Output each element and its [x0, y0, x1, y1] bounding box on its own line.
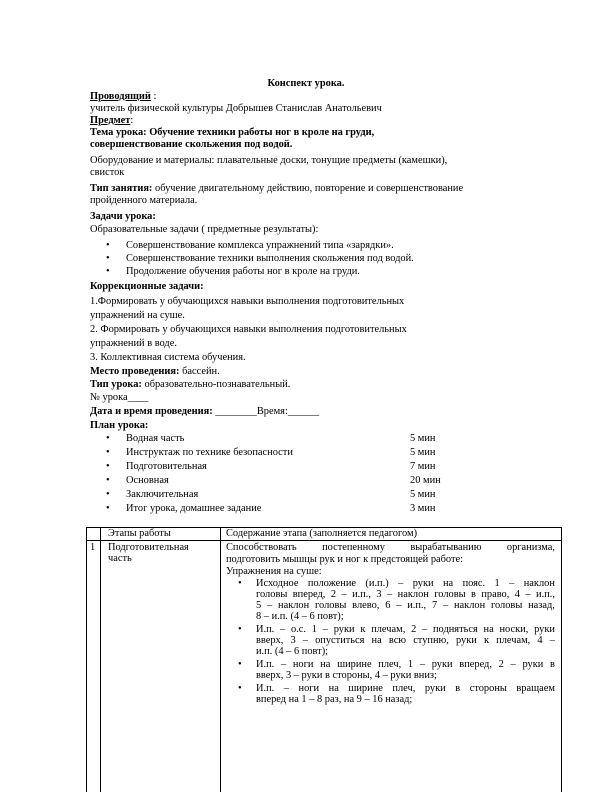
lesson-type-line-2: пройденного материала. [90, 195, 198, 206]
word: влево, [352, 600, 380, 611]
word: ступню, [413, 635, 449, 646]
word: – [280, 659, 287, 670]
row-stage-line-2: часть [108, 553, 132, 564]
word: к [360, 624, 366, 635]
exercise-2-line-2 [256, 635, 555, 646]
plan-item-name: Основная [126, 475, 169, 486]
bullet-icon: • [238, 578, 242, 589]
presenter-line [90, 91, 156, 103]
plan-row [0, 461, 612, 473]
word: наклон [278, 600, 310, 611]
word: головы [490, 600, 523, 611]
word: – [283, 683, 289, 694]
lesson-type-value: обучение двигательному действию, повторение и совершенствование [152, 183, 464, 194]
word: 3 [376, 589, 382, 600]
bullet-icon: • [106, 461, 110, 472]
bullet-icon: • [238, 624, 242, 635]
plan-item-time: 3 мин [410, 503, 436, 514]
word: – [280, 624, 286, 635]
plan-item-time: 7 мин [410, 461, 436, 472]
word: и.п., [407, 600, 427, 611]
plan-item-name: Заключительная [126, 489, 199, 500]
word: – [510, 659, 516, 670]
bullet-icon: • [106, 240, 110, 251]
word: – [267, 600, 273, 611]
word: – [525, 589, 531, 600]
land-label: Упражнения на суше: [226, 566, 322, 577]
word: на [320, 659, 331, 670]
exercise-1-line-2 [256, 589, 555, 600]
word: 7 [431, 600, 438, 611]
equipment-line-2: свисток [90, 167, 125, 178]
datetime-label: Дата и время проведения: [90, 406, 213, 417]
task-item: Совершенствование комплекса упражнений типа «зарядки». [126, 240, 394, 251]
topic-line-1: Тема урока: Обучение техники работы ног в кроле на груди, [90, 127, 375, 138]
type-value: образовательно-познавательный. [141, 379, 291, 390]
table-header-divider [86, 540, 562, 541]
word: плечам, [371, 624, 406, 635]
word: – [549, 635, 555, 646]
word: – [341, 589, 347, 600]
row-number: 1 [90, 542, 96, 553]
word: плеч, [378, 659, 402, 670]
tasks-subheading: Образовательные задачи ( предметные результаты): [90, 224, 319, 235]
subject-label: Предмет [90, 115, 131, 126]
exercise-4-line-1 [256, 683, 555, 694]
plan-item-name: Итог урока, домашнее задание [126, 503, 262, 514]
word: вырабатыванию [410, 542, 482, 553]
task-item: Продолжение обучения работы ног в кроле на груди. [126, 266, 360, 277]
row-stage-line-1: Подготовительная [108, 542, 189, 553]
header-content: Содержание этапа (заполняется педагогом) [226, 528, 418, 539]
equipment-line-1: Оборудование и материалы: плавательные доски, тонущие предметы (камешки), [90, 155, 448, 166]
corr-1-line-1: 1.Формировать у обучающихся навыки выполнения подготовительных [90, 296, 405, 307]
bullet-icon: • [106, 503, 110, 514]
plan-item-time: 5 мин [410, 489, 436, 500]
table-border-right [561, 527, 562, 792]
corr-2-line-2: упражнений в воде. [90, 338, 177, 349]
corr-1-line-2: упражнений на суше. [90, 310, 185, 321]
word: ширине [337, 659, 372, 670]
word: положение [307, 578, 357, 589]
task-item: Совершенствование техники выполнения скольжения под водой. [126, 253, 414, 264]
word: и.п., [536, 589, 555, 600]
word: 5 [256, 600, 262, 611]
word: право, [481, 589, 510, 600]
table-col-divider-2 [220, 527, 221, 792]
bullet-icon: • [106, 253, 110, 264]
exercise-1-line-1 [256, 578, 555, 589]
word: 4 [514, 589, 520, 600]
bullet-icon: • [106, 433, 110, 444]
word: в [471, 589, 476, 600]
exercise-2-line-3: и.п. (4 – 6 повт); [256, 646, 329, 657]
word: организма, [506, 542, 555, 553]
word: – [396, 600, 402, 611]
word: головы [315, 600, 347, 611]
word: – [398, 578, 404, 589]
plan-item-name: Водная часть [126, 433, 185, 444]
word: И.п. [256, 624, 275, 635]
word: – [509, 578, 515, 589]
exercise-3-line-2: вверх, 3 – руки в стороны, 4 – руки вниз; [256, 670, 437, 681]
datetime-line [90, 406, 319, 418]
word: 6 [385, 600, 391, 611]
word: руки [431, 659, 453, 670]
word: – [442, 600, 449, 611]
word: вперед, [459, 659, 492, 670]
word: 1 [407, 659, 414, 670]
word: стороны [469, 683, 507, 694]
word: руки [412, 578, 434, 589]
word: наклон [523, 578, 555, 589]
word: назад, [528, 600, 555, 611]
word: на [328, 683, 339, 694]
word: И.п. [256, 683, 275, 694]
plan-item-name: Инструктаж по технике безопасности [126, 447, 293, 458]
word: к [483, 635, 490, 646]
tasks-heading: Задачи урока: [90, 211, 156, 222]
word: руки [522, 659, 544, 670]
plan-row [0, 489, 612, 501]
subject-colon: : [130, 115, 134, 126]
word: руки [534, 624, 555, 635]
plan-row [0, 503, 612, 515]
word: наклон [397, 589, 429, 600]
word: в [550, 659, 555, 670]
table-border-left [86, 527, 87, 792]
word: головы [256, 589, 288, 600]
place-line [90, 366, 220, 378]
intro-line-2: подготовить мышцы рук и ног к предстоящей работе: [226, 554, 464, 565]
word: подняться [433, 624, 478, 635]
word: – [422, 624, 428, 635]
presenter-label: Проводящий [90, 91, 151, 102]
lesson-type-label: Тип занятия: [90, 183, 153, 194]
corr-2-line-1: 2. Формировать у обучающихся навыки выполнения подготовительных [90, 324, 407, 335]
bullet-icon: • [106, 266, 110, 277]
bullet-icon: • [106, 475, 110, 486]
word: всю [388, 635, 407, 646]
word: руки [456, 635, 477, 646]
word: (и.п.) [365, 578, 389, 589]
word: вверх, [256, 635, 284, 646]
word: – [387, 589, 393, 600]
word: ширине [348, 683, 383, 694]
intro-line-1 [226, 542, 555, 553]
exercise-4-line-2: вперед на 1 – 8 раз, на 9 – 16 назад; [256, 694, 413, 705]
plan-row [0, 475, 612, 487]
word: ноги [292, 659, 314, 670]
lesson-number: № урока____ [90, 392, 149, 403]
type-line [90, 379, 290, 391]
header-stage: Этапы работы [108, 528, 171, 539]
word: – [302, 635, 308, 646]
word: пояс. [462, 578, 486, 589]
word: постепенному [322, 542, 385, 553]
word: 2 [411, 624, 417, 635]
word: в [455, 683, 461, 694]
word: 2 [498, 659, 504, 670]
bullet-icon: • [106, 447, 110, 458]
presenter-colon: : [150, 91, 157, 102]
place-value: бассейн. [179, 366, 220, 377]
word: на [371, 635, 382, 646]
word: наклон [453, 600, 486, 611]
word: Исходное [256, 578, 299, 589]
word: – [322, 624, 328, 635]
exercise-3-line-1 [256, 659, 555, 670]
doc-title: Конспект урока. [267, 78, 345, 89]
word: опуститься [315, 635, 365, 646]
word: вращаем [516, 683, 555, 694]
type-label: Тип урока: [90, 379, 142, 390]
corr-3: 3. Коллективная система обучения. [90, 352, 246, 363]
plan-row [0, 447, 612, 459]
presenter-value: учитель физической культуры Добрышев Станислав Анатольевич [90, 103, 382, 114]
word: ноги [298, 683, 320, 694]
place-label: Место проведения: [90, 366, 180, 377]
corr-heading: Коррекционные задачи: [90, 281, 204, 292]
word: руки [333, 624, 355, 635]
exercise-2-line-1 [256, 624, 555, 635]
subject-line [90, 115, 133, 127]
bullet-icon: • [106, 489, 110, 500]
word: на [442, 578, 454, 589]
plan-item-time: 20 мин [410, 475, 441, 486]
plan-row [0, 433, 612, 445]
word: – [419, 659, 426, 670]
lesson-stages-table [86, 527, 562, 792]
exercise-1-line-3 [256, 600, 555, 611]
exercise-1-line-4: 8 – и.п. (4 – 6 повт); [256, 611, 344, 622]
word: руки [424, 683, 446, 694]
topic-line-2: совершенствование скольжения под водой. [90, 139, 293, 150]
bullet-icon: • [238, 659, 242, 670]
word: 4 [537, 635, 543, 646]
word: 3 [290, 635, 296, 646]
word: плеч, [392, 683, 416, 694]
plan-heading: План урока: [90, 420, 149, 431]
plan-item-time: 5 мин [410, 447, 436, 458]
word: И.п. [256, 659, 275, 670]
word: носки, [499, 624, 529, 635]
word: плечам, [496, 635, 531, 646]
word: на [483, 624, 494, 635]
plan-item-time: 5 мин [410, 433, 436, 444]
word: 2 [330, 589, 337, 600]
word: 1 [494, 578, 500, 589]
word: 1 [311, 624, 317, 635]
bullet-icon: • [238, 683, 242, 694]
word: вперед, [292, 589, 326, 600]
word: о.с. [291, 624, 307, 635]
lesson-type-line-1 [90, 183, 463, 195]
word: и.п., [352, 589, 371, 600]
word: головы [434, 589, 466, 600]
table-col-divider-1 [100, 527, 101, 792]
plan-item-name: Подготовительная [126, 461, 207, 472]
datetime-value: ________Время:______ [212, 406, 320, 417]
word: Способствовать [226, 542, 297, 553]
